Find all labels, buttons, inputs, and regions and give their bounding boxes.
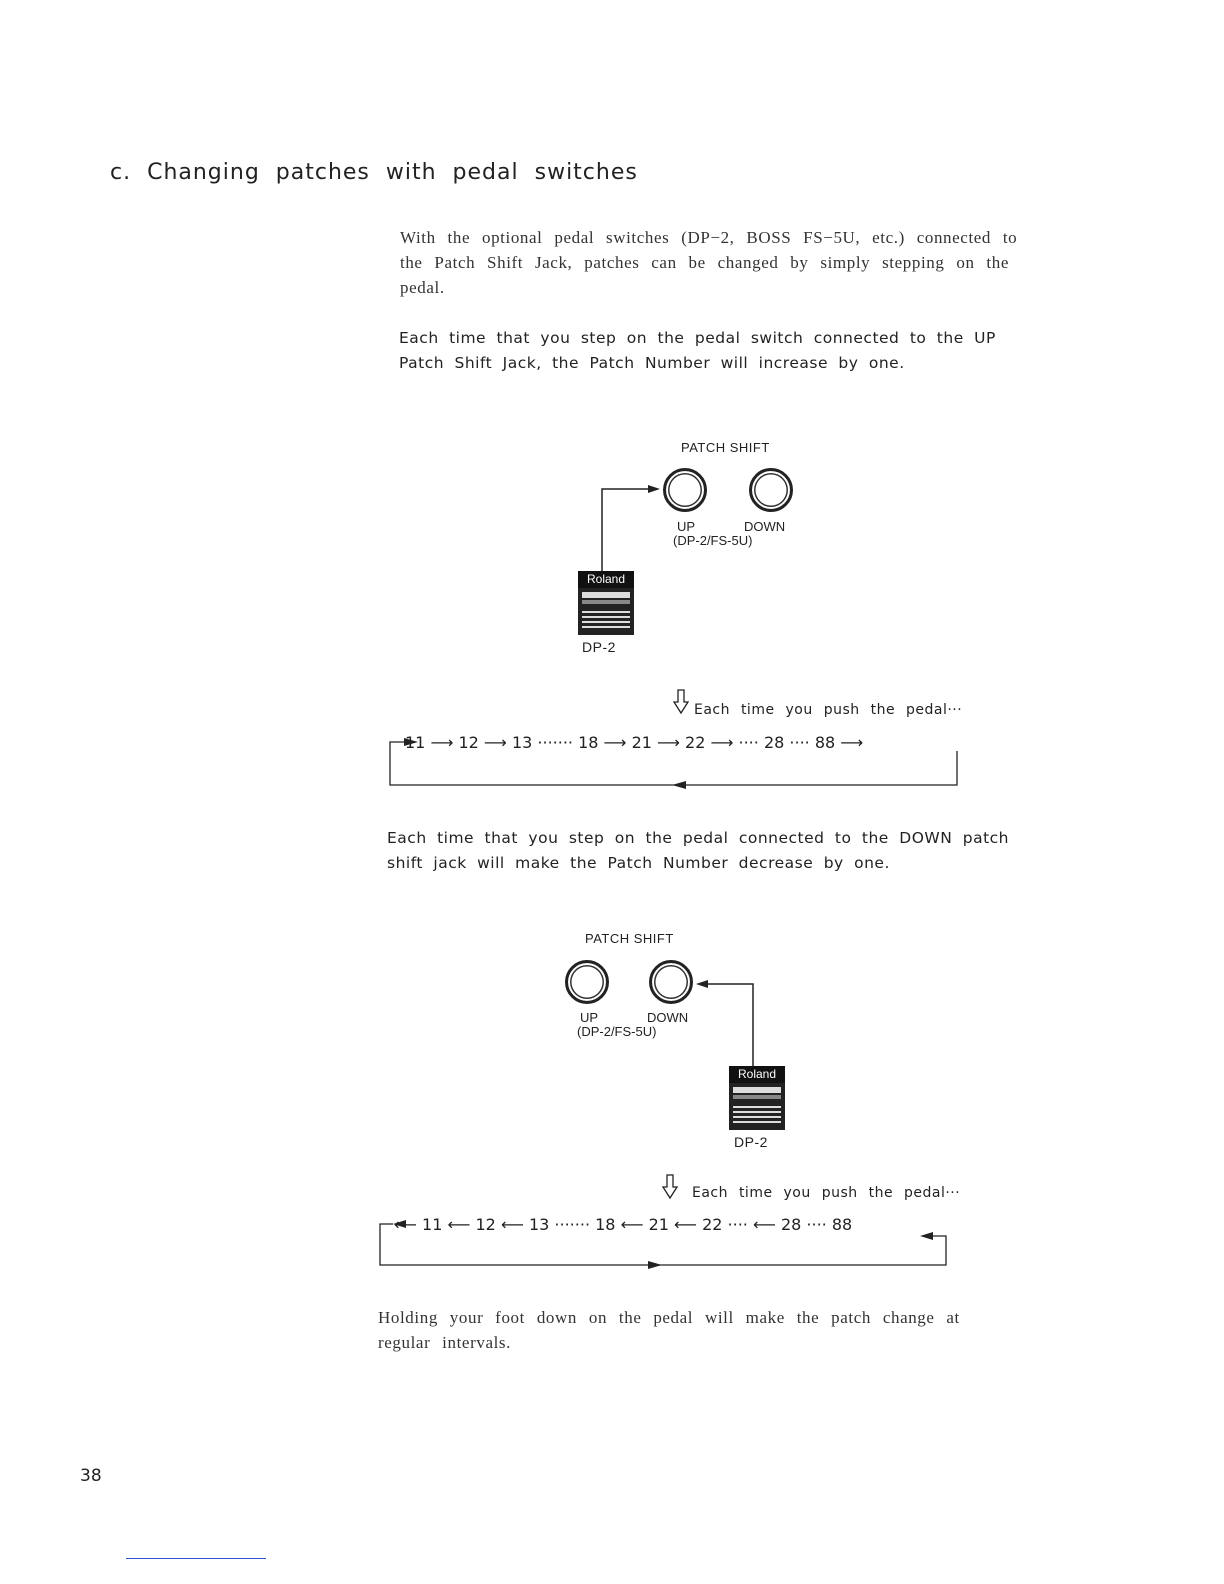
sequence-item: 12 <box>458 733 479 752</box>
arrow-left-icon: ⟵ <box>615 1215 649 1234</box>
sequence-item: 22 <box>702 1215 723 1234</box>
down-explanation-paragraph: Each time that you step on the pedal connected to the DOWN patch shift jack will make the Patch Number decrease by one. <box>387 829 1010 872</box>
arrow-right-icon: ⟶ <box>835 733 864 752</box>
arrow-left-icon: ⟵ <box>394 1215 423 1234</box>
pedal-brand-label: Roland <box>729 1066 785 1083</box>
sequence-ellipsis: ······· <box>554 1215 591 1234</box>
push-note: Each time you push the pedal··· <box>692 1185 961 1201</box>
down-jack-label: DOWN <box>647 1010 689 1025</box>
sequence-item: 28 <box>780 1215 802 1234</box>
arrow-left-icon: ⟵ <box>668 1215 703 1234</box>
sequence-item: 12 <box>475 1215 496 1234</box>
sequence-down <box>394 1215 852 1234</box>
sequence-ellipsis: ···· <box>727 1215 748 1234</box>
arrow-left-icon: ⟵ <box>495 1215 529 1234</box>
arrow-right-icon: ⟶ <box>425 733 459 752</box>
footer-divider <box>126 1558 266 1559</box>
sequence-ellipsis: ······· <box>537 733 573 752</box>
sequence-item: 18 <box>595 1215 616 1234</box>
down-jack-label: DOWN <box>744 519 786 534</box>
sequence-ellipsis: ···· <box>789 733 810 752</box>
sequence-item: 13 <box>528 1215 550 1234</box>
sequence-item: 11 <box>422 1215 443 1234</box>
sequence-item: 21 <box>631 733 652 752</box>
page-number: 38 <box>80 1466 102 1486</box>
intro-paragraph: With the optional pedal switches (DP−2, BOSS FS−5U, etc.) connected to the Patch Shift Jack, patches can be changed by simply stepping on the pedal. <box>400 228 1018 297</box>
sequence-item: 13 <box>511 733 533 752</box>
patch-shift-label: PATCH SHIFT <box>681 440 770 455</box>
sequence-item: 88 <box>814 733 836 752</box>
arrow-right-icon: ⟶ <box>651 733 686 752</box>
models-label: (DP-2/FS-5U) <box>577 1024 657 1039</box>
pedal-model-label: DP-2 <box>582 639 616 655</box>
up-jack-label: UP <box>580 1010 599 1025</box>
push-note: Each time you push the pedal··· <box>694 702 963 718</box>
sequence-item: 28 <box>763 733 785 752</box>
up-explanation-paragraph: Each time that you step on the pedal switch connected to the UP Patch Shift Jack, the Patch Number will increase by one. <box>399 329 996 372</box>
arrow-left-icon: ⟵ <box>442 1215 476 1234</box>
sequence-item: 21 <box>648 1215 669 1234</box>
up-jack-label: UP <box>677 519 696 534</box>
pedal-brand-label: Roland <box>578 571 634 588</box>
arrow-right-icon: ⟶ <box>478 733 512 752</box>
arrow-right-icon: ⟶ <box>705 733 739 752</box>
sequence-ellipsis: ···· <box>738 733 759 752</box>
pedal-model-label: DP-2 <box>734 1134 768 1150</box>
sequence-item: 88 <box>831 1215 853 1234</box>
models-label: (DP-2/FS-5U) <box>673 533 753 548</box>
sequence-item: 18 <box>578 733 599 752</box>
arrow-left-icon: ⟵ <box>747 1215 781 1234</box>
section-title: c. Changing patches with pedal switches <box>110 160 638 185</box>
hold-explanation-paragraph: Holding your foot down on the pedal will make the patch change at regular intervals. <box>378 1308 960 1352</box>
sequence-item: 22 <box>685 733 706 752</box>
sequence-ellipsis: ···· <box>806 1215 827 1234</box>
sequence-item: 11 <box>405 733 426 752</box>
arrow-right-icon: ⟶ <box>598 733 632 752</box>
patch-shift-label: PATCH SHIFT <box>585 931 674 946</box>
